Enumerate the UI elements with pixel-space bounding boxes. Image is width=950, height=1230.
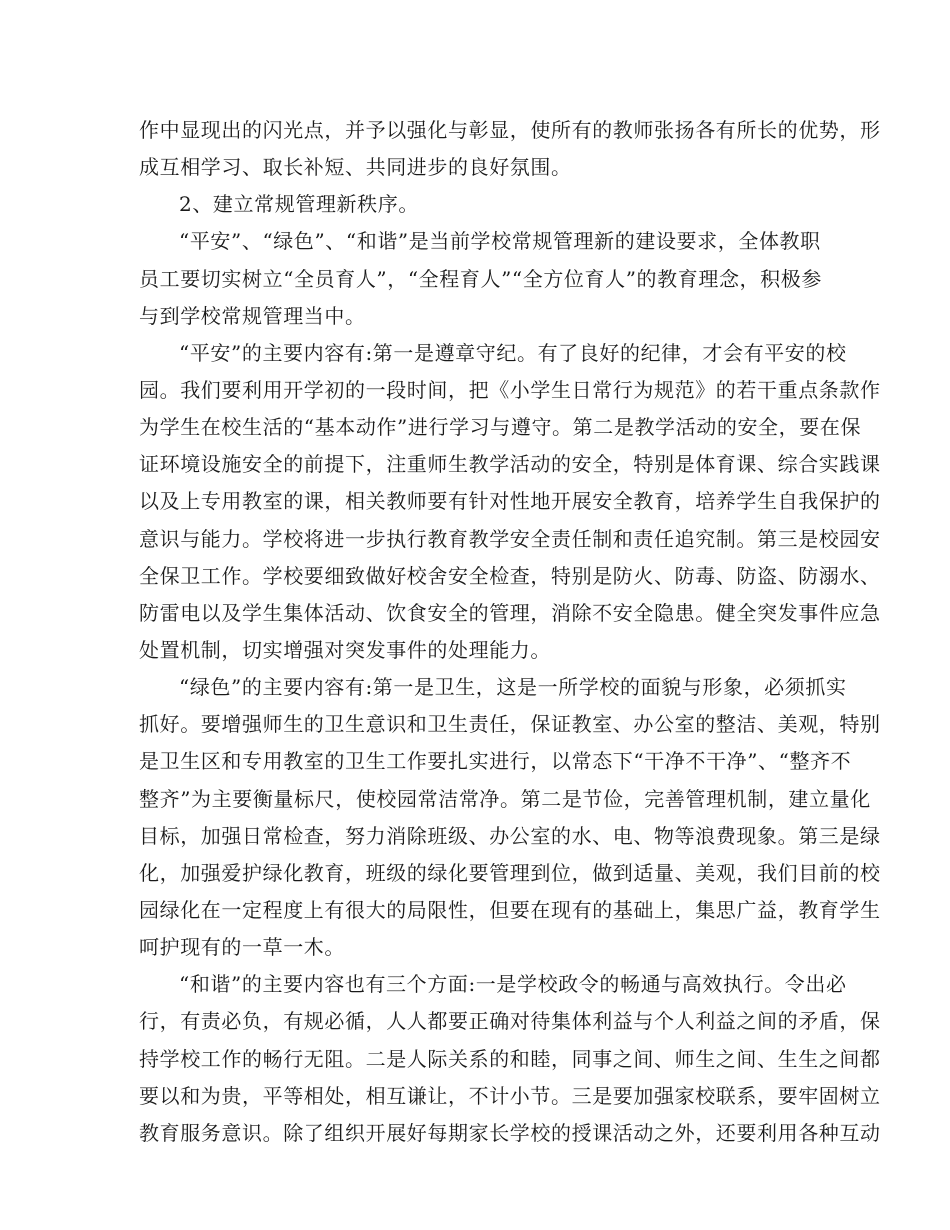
text-line: 是卫生区和专用教室的卫生工作要扎实进行，以常态下“干净不干净”、“整齐不 bbox=[139, 749, 852, 774]
text-line: 持学校工作的畅行无阻。二是人际关系的和睦，同事之间、师生之间、生生之间都 bbox=[139, 1046, 881, 1071]
text-line: 防雷电以及学生集体活动、饮食安全的管理，消除不安全隐患。健全突发事件应急 bbox=[139, 600, 881, 625]
document-body bbox=[139, 112, 881, 1152]
text-line: 园绿化在一定程度上有很大的局限性，但要在现有的基础上，集思广益，教育学生 bbox=[139, 897, 881, 922]
text-line: 化，加强爱护绿化教育，班级的绿化要管理到位，做到适量、美观，我们目前的校 bbox=[139, 860, 881, 885]
text-line: 呵护现有的一草一木。 bbox=[139, 935, 345, 960]
text-line: 整齐”为主要衡量标尺，使校园常洁常净。第二是节俭，完善管理机制，建立量化 bbox=[139, 786, 871, 811]
text-line: 意识与能力。学校将进一步执行教育教学安全责任制和责任追究制。第三是校园安 bbox=[139, 526, 881, 551]
text-line: 处置机制，切实增强对突发事件的处理能力。 bbox=[139, 637, 551, 662]
text-line: 作中显现出的闪光点，并予以强化与彰显，使所有的教师张扬各有所长的优势，形 bbox=[139, 118, 881, 142]
text-line: 要以和为贵，平等相处，相互谦让，不计小节。三是要加强家校联系，要牢固树立 bbox=[139, 1083, 881, 1108]
text-line: 员工要切实树立“全员育人”，“全程育人”“全方位育人”的教育理念，积极参 bbox=[139, 266, 822, 291]
text-line: 与到学校常规管理当中。 bbox=[139, 303, 366, 328]
text-line: 教育服务意识。除了组织开展好每期家长学校的授课活动之外，还要利用各种互动 bbox=[139, 1120, 881, 1145]
text-line: 2、建立常规管理新秩序。 bbox=[179, 192, 419, 217]
text-line: 全保卫工作。学校要细致做好校舍安全检查，特别是防火、防毒、防盗、防溺水、 bbox=[139, 563, 881, 588]
text-line: 为学生在校生活的“基本动作”进行学习与遵守。第二是教学活动的安全，要在保 bbox=[139, 415, 862, 440]
text-line: 目标，加强日常检查，努力消除班级、办公室的水、电、物等浪费现象。第三是绿 bbox=[139, 823, 881, 848]
text-line: 行，有责必负，有规必循，人人都要正确对待集体利益与个人利益之间的矛盾，保 bbox=[139, 1009, 881, 1034]
text-line: 证环境设施安全的前提下，注重师生教学活动的安全，特别是体育课、综合实践课 bbox=[139, 452, 881, 477]
text-line: 抓好。要增强师生的卫生意识和卫生责任，保证教室、办公室的整洁、美观，特别 bbox=[139, 712, 881, 737]
text-line: “和谐”的主要内容也有三个方面:一是学校政令的畅通与高效执行。令出必 bbox=[179, 972, 847, 997]
text-line: “平安”、“绿色”、“和谐”是当前学校常规管理新的建设要求，全体教职 bbox=[179, 229, 821, 254]
text-line: “绿色”的主要内容有:第一是卫生，这是一所学校的面貌与形象，必须抓实 bbox=[179, 675, 847, 700]
text-line: “平安”的主要内容有:第一是遵章守纪。有了良好的纪律，才会有平安的校 bbox=[179, 340, 847, 365]
text-line: 园。我们要利用开学初的一段时间，把《小学生日常行为规范》的若干重点条款作 bbox=[139, 377, 881, 402]
text-line: 以及上专用教室的课，相关教师要有针对性地开展安全教育，培养学生自我保护的 bbox=[139, 489, 881, 514]
text-line: 成互相学习、取长补短、共同进步的良好氛围。 bbox=[139, 155, 572, 180]
